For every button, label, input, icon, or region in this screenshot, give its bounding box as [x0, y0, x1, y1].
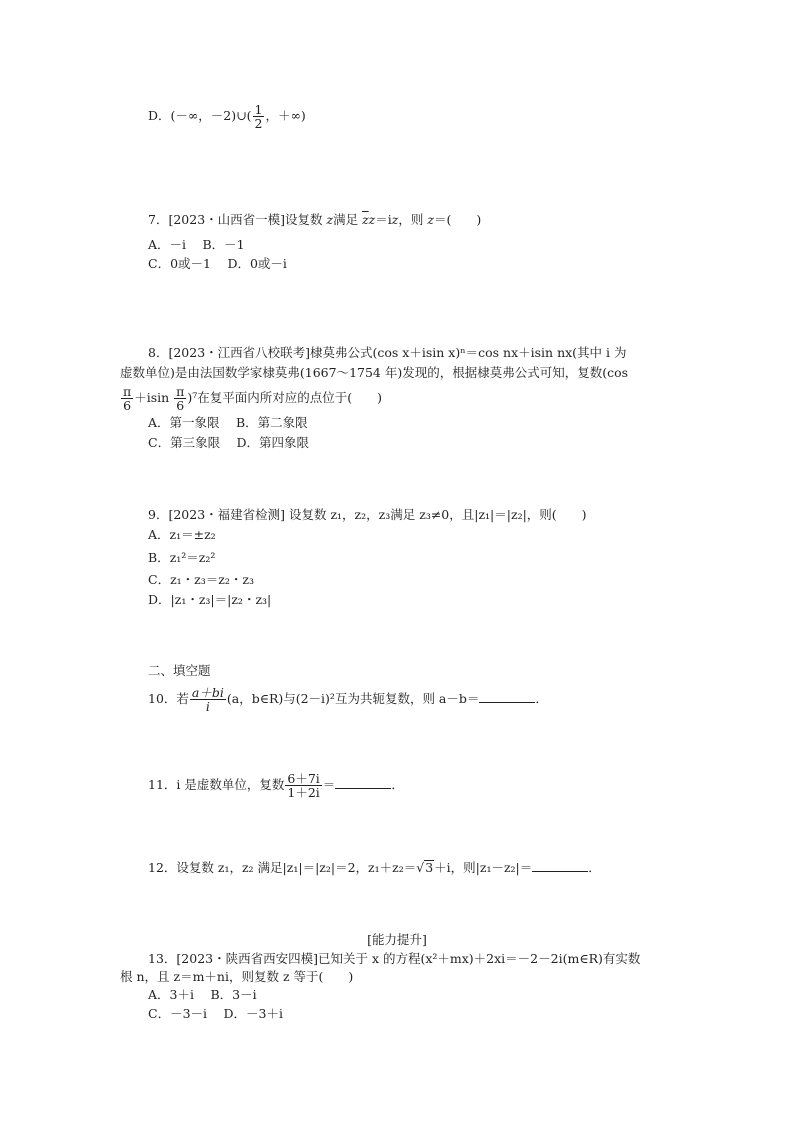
q7-z3: z: [391, 212, 399, 227]
q11-den: 1＋2i: [287, 785, 320, 800]
q6d-num: 1: [254, 102, 263, 117]
q7-z: z: [326, 212, 334, 227]
q7-stem-c: ＝i: [375, 212, 392, 227]
q11-fraction: [285, 772, 321, 799]
q12-pre: 12．设复数 z₁，z₂ 满足|z₁|＝|z₂|＝2，z₁＋z₂＝: [148, 860, 417, 875]
q8-frac1: [121, 385, 133, 412]
q7-stem-e: ＝( ): [433, 212, 482, 227]
q11-pre: 11．i 是虚数单位，复数: [148, 777, 285, 792]
q9-option-d: D．|z₁・z₃|＝|z₂・z₃|: [148, 592, 272, 607]
q9-option-a: A．z₁＝±z₂: [148, 527, 216, 542]
q12-end: ．: [588, 860, 601, 875]
q10-answer-blank[interactable]: [479, 690, 535, 703]
q8-frac2-den: 6: [176, 398, 185, 413]
q12-sqrt-sign: √: [416, 860, 425, 875]
q7-stem-d: ，则: [398, 212, 428, 227]
q7-z4: z: [427, 212, 434, 227]
q8-mid: ＋isin: [134, 390, 170, 405]
q12-radicand: 3: [425, 860, 434, 875]
q7-stem-b: 满足: [333, 212, 363, 227]
q10-fraction: [190, 686, 226, 713]
q8-frac1-den: 6: [123, 398, 132, 413]
q8-options-cd: C．第三象限 D．第四象限: [148, 435, 310, 450]
q6d-tail: ，＋∞): [265, 108, 306, 123]
q12: [148, 859, 601, 877]
q7-options-cd: C．0或－1 D．0或－i: [148, 256, 287, 271]
q10-num: a＋bi: [191, 685, 224, 700]
q6d-den: 2: [254, 116, 263, 131]
q8-line3: [120, 385, 382, 412]
q9-option-b-label: B．: [148, 550, 170, 565]
q11-num: 6＋7i: [287, 771, 320, 786]
q8-frac2: [174, 385, 186, 412]
q9-stem: 9．[2023・福建省检测] 设复数 z₁，z₂，z₃满足 z₃≠0，且|z₁|＝|z₂|，则( ): [148, 507, 587, 522]
q7-stem-a: 7．[2023・山西省一模]设复数: [148, 212, 327, 227]
q8-options-ab: A．第一象限 B．第二象限: [148, 415, 308, 430]
q10-post: (a，b∈R)与(2－i)²互为共轭复数，则 a－b＝: [226, 691, 480, 706]
q8-line2: 虚数单位)是由法国数学家棣莫弗(1667～1754 年)发现的，根据棣莫弗公式可知，复数(cos: [120, 365, 629, 380]
q10-den: i: [205, 699, 210, 714]
q7-z2: z: [368, 212, 376, 227]
q12-answer-blank[interactable]: [532, 859, 588, 872]
q10: [148, 686, 548, 713]
q7-z-conj: $\overline{z}$: [362, 212, 369, 227]
q10-pre: 10．若: [148, 691, 189, 706]
q13-line1: 13．[2023・陕西省西安四模]已知关于 x 的方程(x²＋mx)＋2xi＝－2－2i(m∈R)有实数: [148, 951, 641, 966]
q8-frac1-num: π: [123, 384, 132, 399]
q11-end: ．: [391, 777, 404, 792]
q12-post: ＋i，则|z₁－z₂|＝: [434, 860, 533, 875]
q8-frac2-num: π: [176, 384, 185, 399]
q7-stem: [148, 211, 481, 229]
q13-options-cd: C．－3－i D．－3＋i: [148, 1006, 283, 1021]
q6d-fraction: [253, 103, 265, 130]
q6-option-d: [148, 103, 306, 130]
section-fill-in-heading: 二、填空题: [148, 663, 211, 678]
q10-end: ．: [535, 691, 548, 706]
q9-option-b: [148, 549, 215, 567]
q11: [148, 772, 404, 799]
q8-tail: )⁷在复平面内所对应的点位于( ): [187, 390, 383, 405]
q13-options-ab: A．3＋i B．3－i: [148, 987, 257, 1002]
q11-post: ＝: [322, 777, 336, 792]
q6d-label: D．(－∞，－2)∪(: [148, 108, 252, 123]
q8-line1: 8．[2023・江西省八校联考]棣莫弗公式(cos x＋isin x)ⁿ＝cos nx＋isin nx(其中 i 为: [148, 345, 627, 360]
q7-options-ab: A．－i B．－1: [148, 237, 245, 252]
q13-line2: 根 n，且 z＝m＋ni，则复数 z 等于( ): [120, 969, 354, 984]
q9-option-c: C．z₁・z₃＝z₂・z₃: [148, 572, 254, 587]
q9-option-b-eq: z₁²＝z₂²: [169, 550, 216, 565]
section-ability-heading: [能力提升]: [367, 932, 427, 947]
q11-answer-blank[interactable]: [335, 776, 391, 789]
